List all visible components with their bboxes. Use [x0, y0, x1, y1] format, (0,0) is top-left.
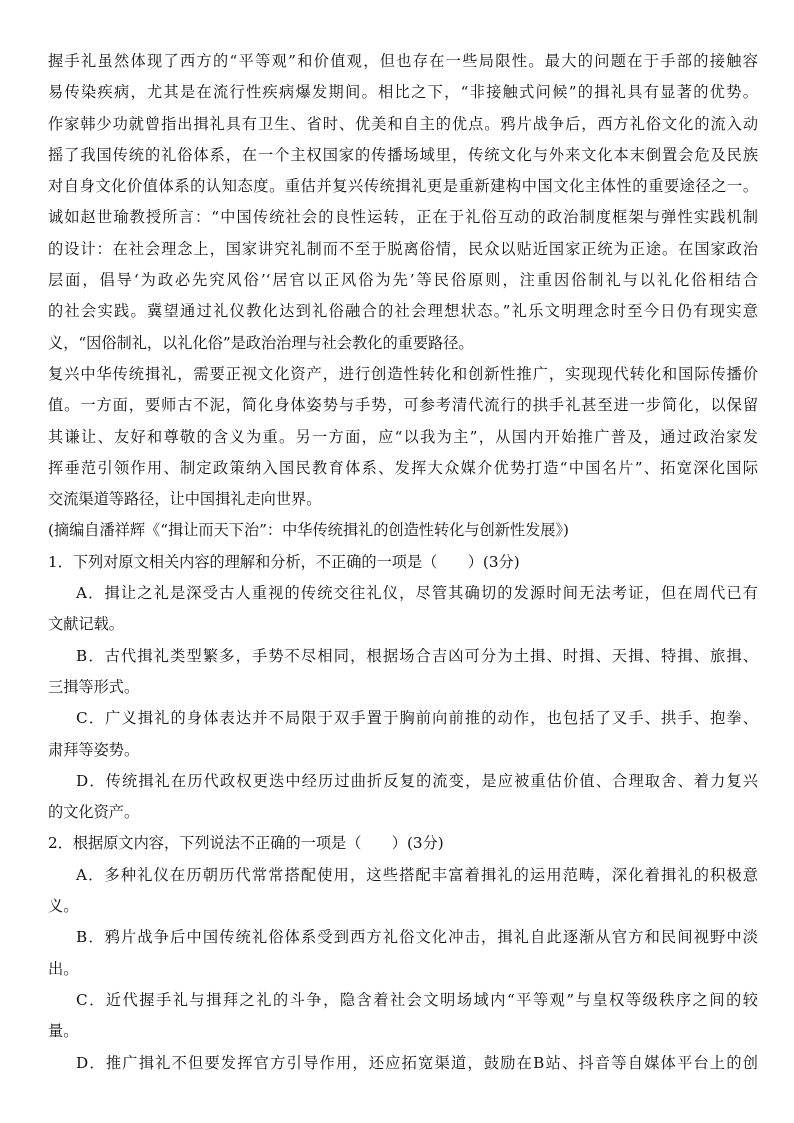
option-text: C．近代握手礼与揖拜之礼的斗争，隐含着社会文明场域内“平等观”与皇权等级秩序之间的较	[76, 990, 758, 1009]
passage-line: 易传染疾病，尤其是在流行性疾病爆发期间。相比之下，“非接触式问候”的揖礼具有显著的优势。	[48, 83, 758, 102]
question-1	[48, 547, 758, 829]
passage-source: (摘编自潘祥辉《“揖让而天下治”：中华传统揖礼的创造性转化与创新性发展》)	[48, 521, 569, 540]
option-text-cont: 肃拜等姿势。	[48, 740, 140, 759]
option-text-cont: 义。	[48, 897, 79, 916]
passage-line: 义，“因俗制礼，以礼化俗”是政治治理与社会教化的重要路径。	[48, 333, 474, 352]
exam-page	[48, 46, 758, 1079]
passage-line: 交流渠道等路径，让中国揖礼走向世界。	[48, 490, 322, 509]
option-d[interactable]	[48, 766, 758, 829]
passage-line: 握手礼虽然体现了西方的“平等观”和价值观，但也存在一些局限性。最大的问题在于手部的接触容	[48, 52, 758, 70]
passage-line: 的社会实践。冀望通过礼仪教化达到礼俗融合的社会理想状态。”礼乐文明理念时至今日仍有现实意	[48, 302, 758, 321]
option-text: B．鸦片战争后中国传统礼俗体系受到西方礼俗文化冲击，揖礼自此逐渐从官方和民间视野中淡	[76, 928, 758, 947]
option-text-cont: 三揖等形式。	[48, 677, 140, 696]
option-text: A．揖让之礼是深受古人重视的传统交往礼仪，尽管其确切的发源时间无法考证，但在周代已有	[76, 584, 758, 603]
passage-line: 复兴中华传统揖礼，需要正视文化资产，进行创造性转化和创新性推广，实现现代转化和国际传播价	[48, 364, 758, 383]
option-text-cont: 出。	[48, 959, 79, 978]
option-c[interactable]	[48, 703, 758, 766]
option-text: C．广义揖礼的身体表达并不局限于双手置于胸前向前推的动作，也包括了叉手、拱手、抱拳、	[76, 709, 758, 728]
option-b[interactable]	[48, 922, 758, 985]
question-2	[48, 828, 758, 1078]
option-text-cont: 文献记载。	[48, 615, 124, 634]
option-a[interactable]	[48, 860, 758, 923]
passage-line: 值。一方面，要师古不泥，简化身体姿势与手势，可参考清代流行的拱手礼甚至进一步简化，以保留	[48, 396, 758, 415]
option-text-cont: 的文化资产。	[48, 803, 140, 822]
option-text: D．推广揖礼不但要发挥官方引导作用，还应拓宽渠道，鼓励在B站、抖音等自媒体平台上的创	[76, 1053, 758, 1072]
option-d[interactable]	[48, 1048, 758, 1079]
passage-line: 诚如赵世瑜教授所言：“中国传统社会的良性运转，正在于礼俗互动的政治制度框架与弹性实践机制	[48, 208, 758, 227]
passage	[48, 46, 758, 547]
passage-line: 作家韩少功就曾指出揖礼具有卫生、省时、优美和自主的优点。鸦片战争后，西方礼俗文化的流入动	[48, 114, 758, 133]
option-b[interactable]	[48, 641, 758, 704]
option-a[interactable]	[48, 578, 758, 641]
option-text: B．古代揖礼类型繁多，手势不尽相同，根据场合吉凶可分为土揖、时揖、天揖、特揖、旅揖、	[76, 646, 758, 665]
passage-line: 的设计：在社会理念上，国家讲究礼制而不至于脱离俗情，民众以贴近国家正统为正途。在国家政治	[48, 239, 758, 258]
passage-line: 对自身文化价值体系的认知态度。重估并复兴传统揖礼更是重新建构中国文化主体性的重要途径之一。	[48, 177, 758, 196]
question-stem: 1．下列对原文相关内容的理解和分析，不正确的一项是（ ）(3分)	[48, 552, 520, 571]
option-text-cont: 量。	[48, 1022, 79, 1041]
passage-line: 挥垂范引领作用、制定政策纳入国民教育体系、发挥大众媒介优势打造“中国名片”、拓宽深化国际	[48, 458, 758, 477]
passage-line: 其谦让、友好和尊敬的含义为重。另一方面，应“以我为主”，从国内开始推广普及，通过政治家发	[48, 427, 758, 446]
option-text: A．多种礼仪在历朝历代常常搭配使用，这些搭配丰富着揖礼的运用范畴，深化着揖礼的积极意	[76, 865, 758, 884]
option-c[interactable]	[48, 985, 758, 1048]
question-stem: 2．根据原文内容，下列说法不正确的一项是（ ）(3分)	[48, 834, 444, 853]
option-text: D．传统揖礼在历代政权更迭中经历过曲折反复的流变，是应被重估价值、合理取舍、着力复兴	[76, 771, 758, 790]
passage-line: 摇了我国传统的礼俗体系，在一个主权国家的传播场域里，传统文化与外来文化本末倒置会危及民族	[48, 145, 758, 164]
passage-line: 层面，倡导‘为政必先究风俗’‘居官以正风俗为先’等民俗原则，注重因俗制礼与以礼化俗相结合	[48, 271, 758, 290]
